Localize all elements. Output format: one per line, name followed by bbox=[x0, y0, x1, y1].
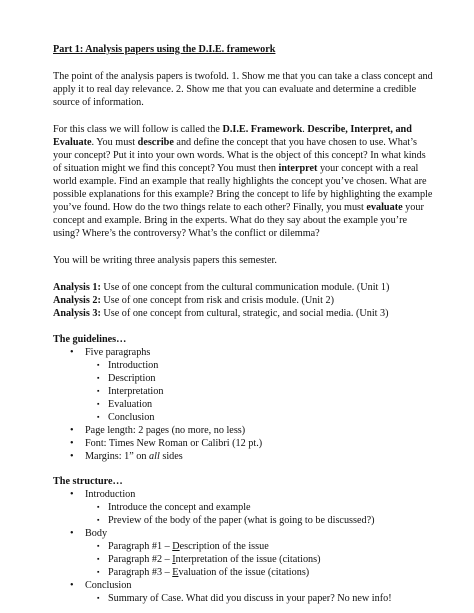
structure-heading bbox=[53, 475, 435, 488]
framework-bold-interpret: interpret bbox=[278, 163, 318, 174]
list-item-label: Paragraph #1 – bbox=[108, 541, 173, 552]
framework-paragraph bbox=[53, 123, 435, 240]
framework-text-6: your concept and example. Bring in the experts. What do they say about the example you’re using? Where’s the controversy? What’s the conflict or dilemma? bbox=[53, 202, 424, 239]
list-item bbox=[53, 540, 435, 553]
square-bullet-icon: ▪ bbox=[97, 594, 100, 602]
guidelines-heading-text: The guidelines… bbox=[53, 334, 127, 345]
square-bullet-icon: ▪ bbox=[97, 555, 100, 563]
structure-list bbox=[53, 488, 435, 605]
square-bullet-icon: ▪ bbox=[97, 542, 100, 550]
list-item bbox=[53, 411, 435, 424]
underlined-letter: I bbox=[172, 554, 176, 565]
list-item bbox=[53, 450, 435, 463]
bullet-icon: • bbox=[70, 438, 74, 449]
list-item bbox=[53, 372, 435, 385]
list-item-label: Page length: 2 pages (no more, no less) bbox=[85, 425, 246, 436]
analysis-text: Use of one concept from risk and crisis module. (Unit 2) bbox=[100, 295, 334, 306]
list-item bbox=[53, 385, 435, 398]
bullet-icon: • bbox=[70, 451, 74, 462]
framework-text-5: your concept with a real world example. Find an example that really highlights the concept you’ve chosen. What are possible explanations for this example? Bring the concept to life by highlighting the example you’ve found. How do the two things relate to each other? Finally, you must bbox=[53, 163, 433, 213]
framework-bold-evaluate: evaluate bbox=[366, 202, 403, 213]
list-item bbox=[53, 346, 435, 359]
bullet-icon: • bbox=[70, 425, 74, 436]
list-item-label: Introduction bbox=[85, 489, 136, 500]
square-bullet-icon: ▪ bbox=[97, 374, 100, 382]
intro-paragraph: The point of the analysis papers is twofold. 1. Show me that you can take a class concept and apply it to real day relevance. 2. Show me that you can evaluate and determine a credible source of information. bbox=[53, 71, 433, 108]
square-bullet-icon: ▪ bbox=[97, 361, 100, 369]
list-item-label: valuation of the issue (citations) bbox=[178, 567, 310, 578]
list-item-label: Introduce the concept and example bbox=[108, 502, 251, 513]
bullet-icon: • bbox=[70, 580, 74, 591]
analysis-line bbox=[53, 307, 435, 320]
list-item-label: Body bbox=[85, 528, 108, 539]
analysis-text: Use of one concept from the cultural communication module. (Unit 1) bbox=[100, 282, 390, 293]
analysis-label: Analysis 3: bbox=[53, 308, 101, 319]
list-item bbox=[53, 527, 435, 540]
bullet-icon: • bbox=[70, 347, 74, 358]
analysis-label: Analysis 2: bbox=[53, 295, 101, 306]
list-item-label: escription of the issue bbox=[179, 541, 269, 552]
underlined-letter: D bbox=[172, 541, 180, 552]
document-body bbox=[53, 43, 435, 605]
list-item-label: Conclusion bbox=[108, 412, 155, 423]
bullet-icon: • bbox=[70, 528, 74, 539]
list-item bbox=[53, 424, 435, 437]
square-bullet-icon: ▪ bbox=[97, 413, 100, 421]
square-bullet-icon: ▪ bbox=[97, 387, 100, 395]
list-item-label: Paragraph #2 – bbox=[108, 554, 173, 565]
square-bullet-icon: ▪ bbox=[97, 516, 100, 524]
list-item-label: Preview of the body of the paper (what is going to be discussed?) bbox=[108, 515, 375, 526]
framework-bold-die-words: Describe, Interpret, and Evaluate bbox=[53, 124, 412, 148]
list-item-emphasis: all bbox=[149, 451, 160, 462]
list-item-label: Margins: 1” on bbox=[85, 451, 150, 462]
list-item bbox=[53, 488, 435, 501]
list-item-label: Five paragraphs bbox=[85, 347, 151, 358]
bullet-icon: • bbox=[70, 489, 74, 500]
list-item bbox=[53, 359, 435, 372]
list-item-label: nterpretation of the issue (citations) bbox=[175, 554, 321, 565]
analysis-label: Analysis 1: bbox=[53, 282, 101, 293]
square-bullet-icon: ▪ bbox=[97, 568, 100, 576]
list-item bbox=[53, 566, 435, 579]
list-item-label: Interpretation bbox=[108, 386, 164, 397]
three-papers-line: You will be writing three analysis papers this semester. bbox=[53, 255, 277, 266]
section-title: Part 1: Analysis papers using the D.I.E. framework bbox=[53, 44, 276, 55]
framework-text-1: For this class we will follow is called the bbox=[53, 124, 223, 135]
list-item bbox=[53, 553, 435, 566]
list-item bbox=[53, 592, 435, 605]
underlined-letter: E bbox=[172, 567, 179, 578]
framework-text-4: and define the concept that you have chosen to use. What’s your concept? Put it into your own words. What is the object of this concept? In what kinds of situation might we find this concept? You must then bbox=[53, 137, 426, 174]
square-bullet-icon: ▪ bbox=[97, 400, 100, 408]
list-item bbox=[53, 579, 435, 592]
list-item-label: Introduction bbox=[108, 360, 159, 371]
framework-text-2: . bbox=[302, 124, 308, 135]
list-item bbox=[53, 437, 435, 450]
list-item-label: Paragraph #3 – bbox=[108, 567, 173, 578]
list-item-label: Description bbox=[108, 373, 156, 384]
list-item bbox=[53, 398, 435, 411]
list-item-label: Font: Times New Roman or Calibri (12 pt.) bbox=[85, 438, 263, 449]
framework-bold-die: D.I.E. Framework bbox=[222, 124, 303, 135]
guidelines-heading bbox=[53, 333, 435, 346]
analysis-line bbox=[53, 294, 435, 307]
framework-text-3: . You must bbox=[91, 137, 138, 148]
analysis-text: Use of one concept from cultural, strategic, and social media. (Unit 3) bbox=[100, 308, 389, 319]
analysis-line bbox=[53, 281, 435, 294]
list-item-label: Conclusion bbox=[85, 580, 132, 591]
guidelines-list bbox=[53, 346, 435, 463]
list-item-label: Summary of Case. What did you discuss in your paper? No new info! bbox=[108, 593, 392, 604]
list-item bbox=[53, 501, 435, 514]
structure-heading-text: The structure… bbox=[53, 476, 123, 487]
list-item-label: sides bbox=[159, 451, 183, 462]
list-item bbox=[53, 514, 435, 527]
framework-bold-describe: describe bbox=[137, 137, 174, 148]
list-item-label: Evaluation bbox=[108, 399, 153, 410]
square-bullet-icon: ▪ bbox=[97, 503, 100, 511]
